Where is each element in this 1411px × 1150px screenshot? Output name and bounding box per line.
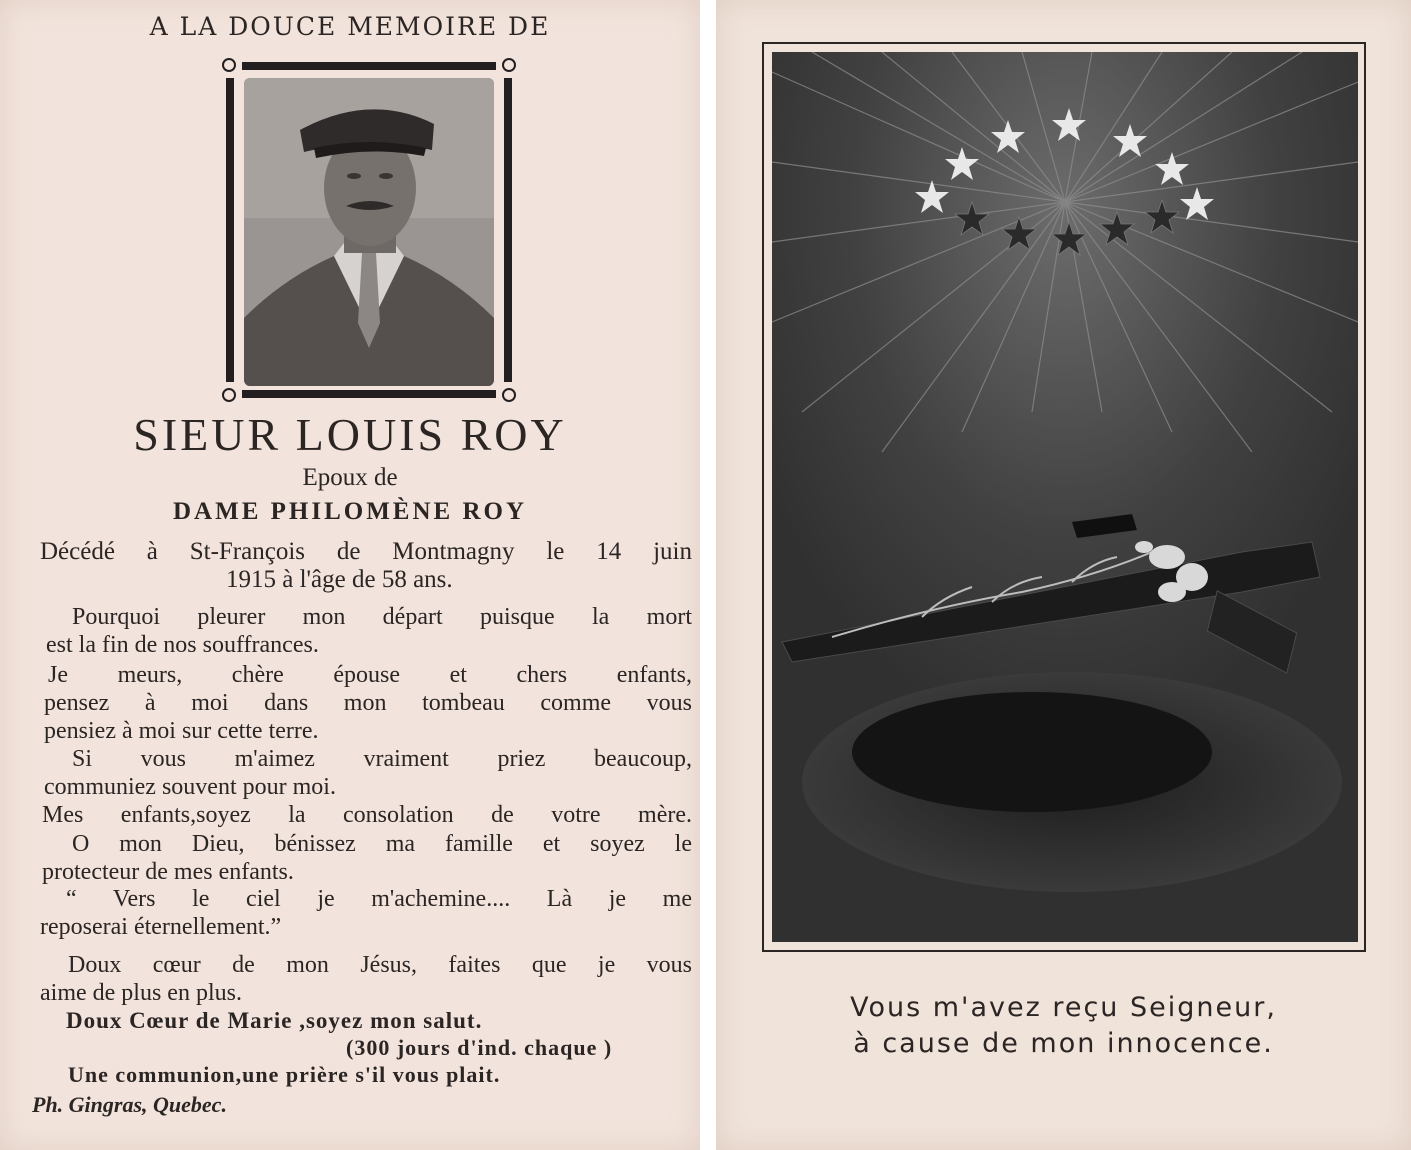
text-line: pensez à moi dans mon tombeau comme vous — [44, 690, 692, 716]
text-line: est la fin de nos souffrances. — [46, 632, 319, 658]
text-line: aime de plus en plus. — [40, 980, 242, 1006]
text-line: reposerai éternellement.” — [40, 914, 282, 940]
text-line: pensiez à moi sur cette terre. — [44, 718, 319, 744]
devotional-picture — [772, 52, 1358, 942]
printer-signature: Ph. Gingras, Quebec. — [32, 1092, 227, 1117]
card-header: A LA DOUCE MEMOIRE DE — [149, 12, 551, 41]
deceased-name: SIEUR LOUIS ROY — [133, 409, 567, 460]
text-line: Je meurs, chère épouse et chers enfants, — [48, 662, 692, 688]
text-line: O mon Dieu, bénissez ma famille et soyez le — [72, 831, 692, 857]
death-line-1: Décédé à St-François de Montmagny le 14 juin — [40, 538, 692, 565]
death-line-2: 1915 à l'âge de 58 ans. — [226, 566, 453, 593]
text-line: (300 jours d'ind. chaque ) — [346, 1035, 613, 1060]
text-line: Doux Cœur de Marie ,soyez mon salut. — [66, 1008, 483, 1033]
text-line: Doux cœur de mon Jésus, faites que je vous — [68, 952, 692, 978]
spouse-name: DAME PHILOMÈNE ROY — [173, 498, 527, 525]
spouse-label: Epoux de — [302, 464, 398, 491]
text-line: Si vous m'aimez vraiment priez beaucoup, — [72, 746, 692, 772]
text-line: communiez souvent pour moi. — [44, 774, 336, 800]
caption-line-1: Vous m'avez reçu Seigneur, — [850, 992, 1277, 1023]
portrait-photo — [244, 78, 494, 386]
portrait-frame — [222, 58, 516, 402]
text-line: protecteur de mes enfants. — [42, 859, 294, 885]
text-line: “ Vers le ciel je m'achemine.... Là je me — [66, 886, 692, 912]
text-line: Mes enfants,soyez la consolation de votre mère. — [42, 802, 692, 828]
text-line: Une communion,une prière s'il vous plait. — [68, 1062, 501, 1087]
text-line: Pourquoi pleurer mon départ puisque la mort — [72, 604, 692, 630]
caption-line-2: à cause de mon innocence. — [853, 1028, 1274, 1059]
